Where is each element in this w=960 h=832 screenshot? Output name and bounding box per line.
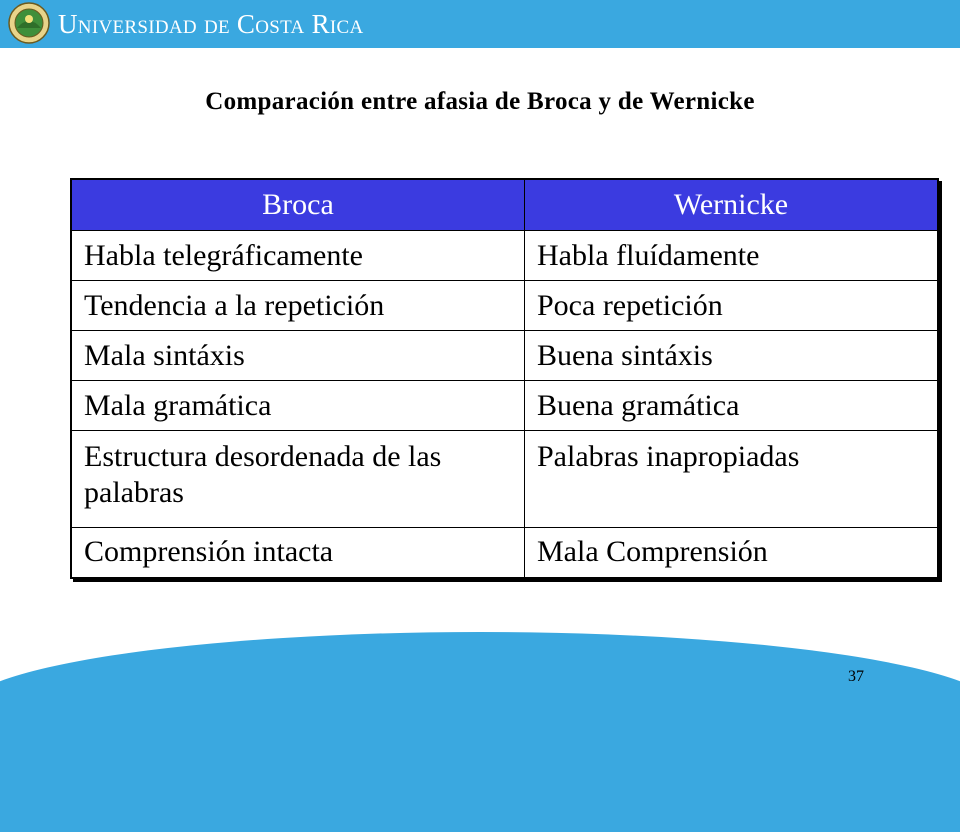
broca-cell: Tendencia a la repetición xyxy=(71,281,525,331)
column-header-broca: Broca xyxy=(71,179,525,231)
broca-cell: Mala gramática xyxy=(71,381,525,431)
wernicke-cell: Buena gramática xyxy=(525,381,939,431)
wernicke-cell: Mala Comprensión xyxy=(525,528,939,578)
table-row xyxy=(71,231,938,281)
table-row xyxy=(71,331,938,381)
table-row xyxy=(71,281,938,331)
table-row xyxy=(71,431,938,528)
table-row xyxy=(71,528,938,578)
wernicke-cell: Habla fluídamente xyxy=(525,231,939,281)
broca-cell: Estructura desordenada de las palabras xyxy=(71,431,525,528)
broca-cell: Mala sintáxis xyxy=(71,331,525,381)
table-header-row xyxy=(71,179,938,231)
comparison-table xyxy=(70,178,939,579)
footer-band xyxy=(0,632,960,832)
header-band xyxy=(0,0,960,48)
column-header-wernicke: Wernicke xyxy=(525,179,939,231)
wernicke-cell: Poca repetición xyxy=(525,281,939,331)
university-seal-icon xyxy=(8,2,50,44)
page-number: 37 xyxy=(848,668,864,685)
broca-cell: Comprensión intacta xyxy=(71,528,525,578)
table-row xyxy=(71,381,938,431)
wernicke-cell: Palabras inapropiadas xyxy=(525,431,939,528)
slide-title: Comparación entre afasia de Broca y de Wernicke xyxy=(205,88,755,115)
university-wordmark: Universidad de Costa Rica xyxy=(58,9,364,39)
wernicke-cell: Buena sintáxis xyxy=(525,331,939,381)
broca-cell: Habla telegráficamente xyxy=(71,231,525,281)
